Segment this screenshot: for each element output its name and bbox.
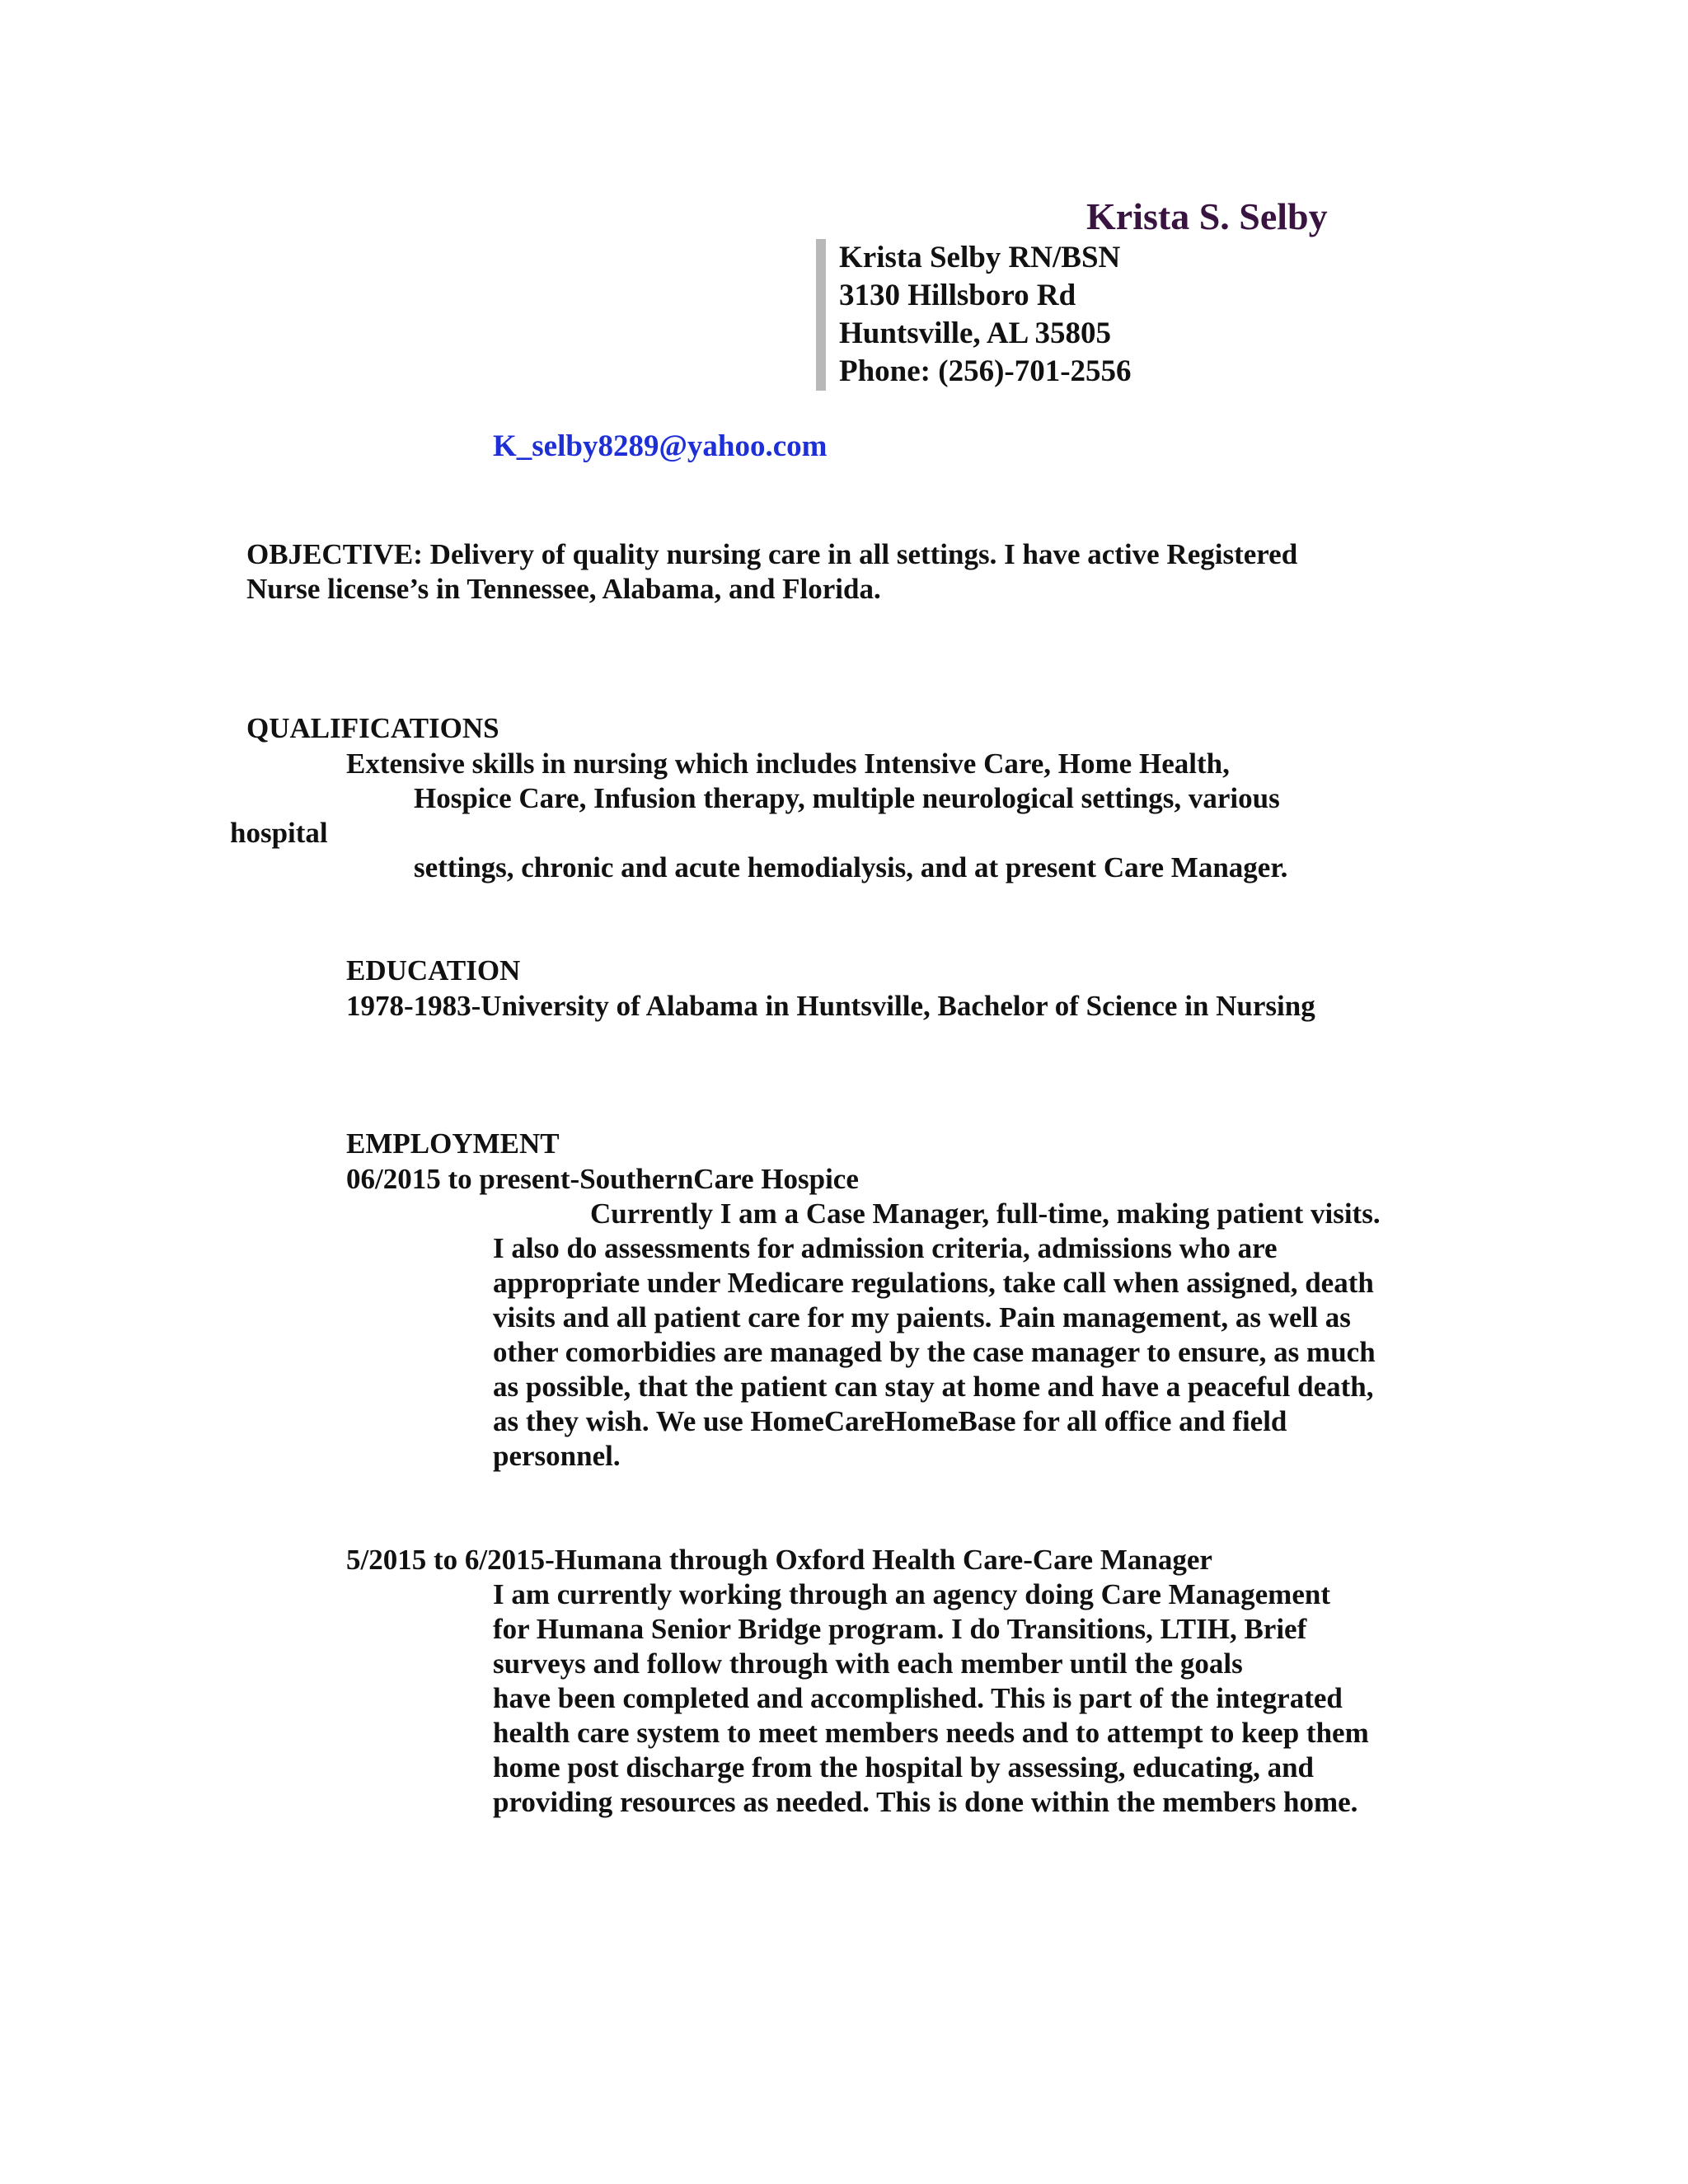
contact-street: 3130 Hillsboro Rd: [839, 279, 1076, 312]
job-1-description-line: Currently I am a Case Manager, full-time, making patient visits.: [590, 1197, 1381, 1230]
contact-phone: Phone: (256)-701-2556: [839, 354, 1132, 388]
qualifications-line-3: hospital: [230, 817, 328, 849]
job-1-description: [493, 1231, 1376, 1474]
job-1-title: 06/2015 to present-SouthernCare Hospice: [346, 1163, 859, 1195]
email-link[interactable]: K_selby8289@yahoo.com: [493, 429, 828, 463]
job-2-description-line: I am currently working through an agency doing Care Management: [493, 1578, 1330, 1610]
job-1-description-line: appropriate under Medicare regulations, take call when assigned, death: [493, 1267, 1374, 1299]
objective-line-1: OBJECTIVE: Delivery of quality nursing care in all settings. I have active Registered: [246, 538, 1298, 570]
job-2-title: 5/2015 to 6/2015-Humana through Oxford Health Care-Care Manager: [346, 1544, 1212, 1576]
objective-section: [246, 537, 1297, 607]
job-2-description-line: for Humana Senior Bridge program. I do Transitions, LTIH, Brief: [493, 1613, 1307, 1645]
qualifications-line-4: settings, chronic and acute hemodialysis, and at present Care Manager.: [414, 851, 1288, 883]
employment-heading: EMPLOYMENT: [346, 1127, 560, 1160]
job-2-description-line: providing resources as needed. This is done within the members home.: [493, 1786, 1358, 1818]
job-2-description: [493, 1577, 1369, 1820]
job-1-description-line: as possible, that the patient can stay at home and have a peaceful death,: [493, 1371, 1374, 1403]
job-2-description-line: home post discharge from the hospital by assessing, educating, and: [493, 1751, 1314, 1783]
qualifications-line-2: Hospice Care, Infusion therapy, multiple neurological settings, various: [414, 782, 1280, 814]
job-2-description-line: have been completed and accomplished. This is part of the integrated: [493, 1682, 1343, 1714]
job-2-description-line: surveys and follow through with each member until the goals: [493, 1647, 1243, 1680]
resume-name: Krista S. Selby: [1086, 195, 1328, 237]
contact-name-credentials: Krista Selby RN/BSN: [839, 241, 1121, 274]
job-1-description-line: as they wish. We use HomeCareHomeBase for all office and field: [493, 1405, 1287, 1437]
job-1-description-line: I also do assessments for admission criteria, admissions who are: [493, 1232, 1278, 1264]
job-1-description-line: visits and all patient care for my paients. Pain management, as well as: [493, 1301, 1351, 1333]
qualifications-heading: QUALIFICATIONS: [246, 712, 499, 744]
education-heading: EDUCATION: [346, 954, 521, 987]
job-1-description-line: personnel.: [493, 1440, 621, 1472]
contact-city-state-zip: Huntsville, AL 35805: [839, 316, 1111, 350]
contact-block-bar: [816, 239, 826, 391]
education-line-1: 1978-1983-University of Alabama in Huntsville, Bachelor of Science in Nursing: [346, 990, 1315, 1022]
job-2-description-line: health care system to meet members needs and to attempt to keep them: [493, 1717, 1369, 1749]
qualifications-line-1: Extensive skills in nursing which includes Intensive Care, Home Health,: [346, 748, 1230, 780]
job-1-description-line: other comorbidies are managed by the case manager to ensure, as much: [493, 1336, 1376, 1368]
objective-line-2: Nurse license’s in Tennessee, Alabama, and Florida.: [246, 573, 881, 605]
contact-block: [839, 239, 1132, 391]
